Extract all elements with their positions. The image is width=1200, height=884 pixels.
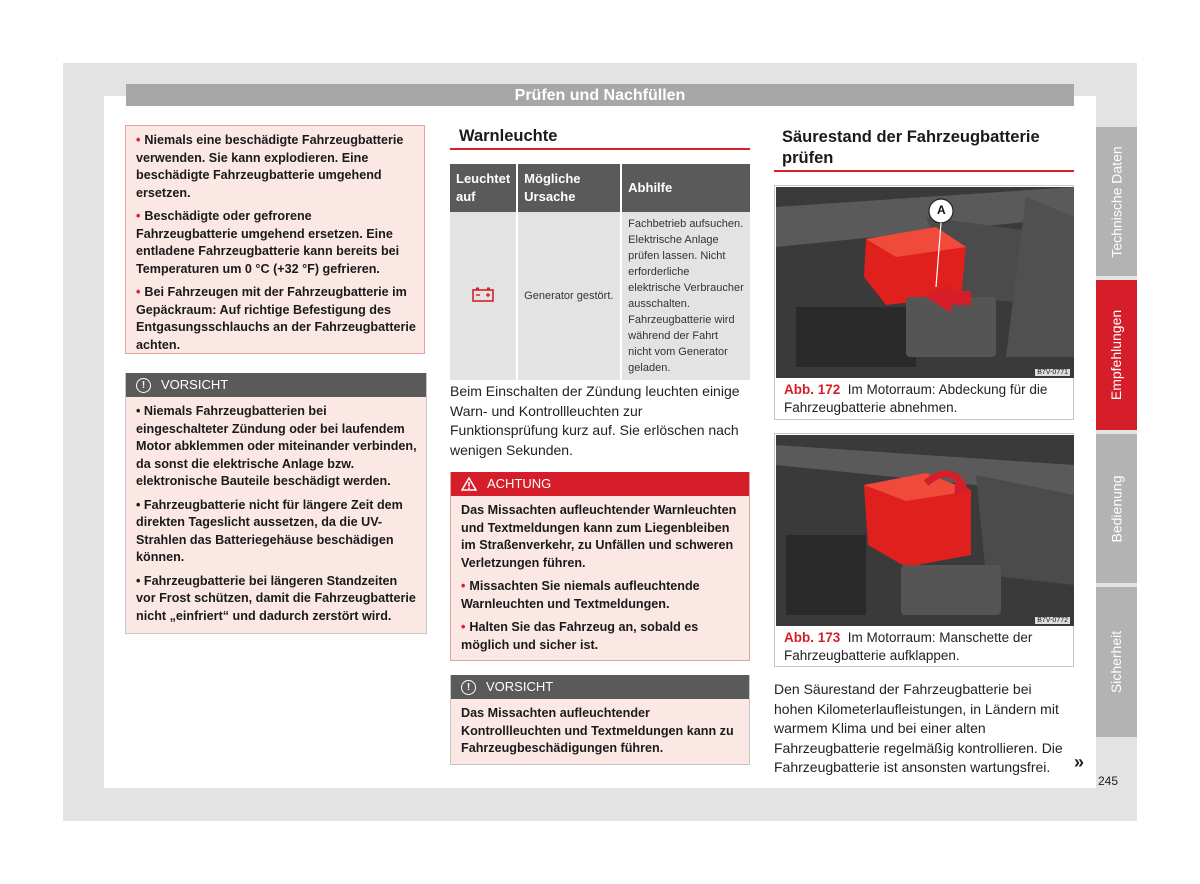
page-number: 245 xyxy=(1098,774,1119,788)
warnleuchte-paragraph: Beim Einschalten der Zündung leuchten einige Warn- und Kontrollleuchten zur Funktionsprüfung kurz auf. Sie erlöschen nach wenigen Sekunden. xyxy=(450,383,740,458)
vorsicht-title: VORSICHT xyxy=(161,377,229,392)
warning-triangle-icon xyxy=(461,477,477,491)
achtung-item: • Missachten Sie niemals aufleuchtende Warnleuchten und Textmeldungen. xyxy=(461,579,700,611)
engine-bay-photo-1 xyxy=(776,187,1074,378)
vorsicht-item: • Fahrzeugbatterie bei längeren Standzeiten vor Frost schützen, damit die Fahrzeugbatterie nicht „einfriert“ und dadurch zerstört wird. xyxy=(136,573,416,623)
warning-list-box xyxy=(125,125,425,354)
figure-callout: A xyxy=(937,203,946,217)
vorsicht-box-middle xyxy=(450,675,750,765)
caution-circle-icon: ! xyxy=(136,378,151,393)
side-tab-technische-daten[interactable] xyxy=(1096,127,1137,276)
continue-mark: » xyxy=(1074,752,1085,772)
vorsicht-text: Das Missachten aufleuchtender Kontrollleuchten und Textmeldungen kann zu Fahrzeugbeschädigungen führen. xyxy=(461,706,734,755)
figure-caption xyxy=(784,629,1069,665)
section-title-bar xyxy=(126,84,1074,106)
side-tab-label: Sicherheit xyxy=(1108,630,1125,694)
side-tab-empfehlungen[interactable] xyxy=(1096,280,1137,430)
side-tab-bedienung[interactable] xyxy=(1096,434,1137,583)
table-cell-remedy: Fachbetrieb aufsuchen. Elektrische Anlage prüfen lassen. Nicht erforderliche elektrische Verbraucher ausschalten. Fahrzeugbatterie wird während der Fahrt nicht vom Generator geladen. xyxy=(621,212,750,380)
achtung-title: ACHTUNG xyxy=(487,476,552,491)
col-header: Abhilfe xyxy=(621,164,750,212)
side-tab-label: Technische Daten xyxy=(1108,145,1125,258)
achtung-header xyxy=(451,472,749,496)
figure-number: Abb. 172 xyxy=(784,382,841,397)
heading-underline xyxy=(450,148,750,150)
battery-warning-icon xyxy=(471,286,495,302)
vorsicht-box-left xyxy=(125,373,427,634)
warning-item: • Bei Fahrzeugen mit der Fahrzeugbatterie im Gepäckraum: Auf richtige Befestigung des Entgasungsschlauchs an der Fahrzeugbatterie achten. xyxy=(136,285,416,352)
figure-172 xyxy=(774,185,1074,420)
side-tab-sicherheit[interactable] xyxy=(1096,587,1137,737)
figure-caption-text: Im Motorraum: Abdeckung für die Fahrzeugbatterie abnehmen. xyxy=(784,382,1048,415)
warning-light-table xyxy=(450,164,750,380)
figure-caption-text: Im Motorraum: Manschette der Fahrzeugbatterie aufklappen. xyxy=(784,630,1033,663)
figure-code: B7V-0771 xyxy=(1037,369,1068,376)
warning-item: • Beschädigte oder gefrorene Fahrzeugbatterie umgehend ersetzen. Eine entladene Fahrzeugbatterie kann bereits bei Temperaturen um 0 °C (+32 °F) gefrieren. xyxy=(136,209,400,276)
figure-number: Abb. 173 xyxy=(784,630,841,645)
col-header: Mögliche Ursache xyxy=(517,164,621,212)
achtung-body xyxy=(451,496,749,660)
achtung-box xyxy=(450,472,750,661)
vorsicht-item: • Fahrzeugbatterie nicht für längere Zeit dem direkten Tageslicht aussetzen, da die UV-Strahlen das Batteriegehäuse beschädigen können. xyxy=(136,497,403,564)
warning-item: • Niemals eine beschädigte Fahrzeugbatterie verwenden. Sie kann explodieren. Eine beschädigte Fahrzeugbatterie umgehend ersetzen. xyxy=(136,133,404,200)
figure-caption xyxy=(784,381,1069,417)
heading-underline xyxy=(774,170,1074,172)
caution-circle-icon: ! xyxy=(461,680,476,695)
achtung-intro: Das Missachten aufleuchtender Warnleuchten und Textmeldungen kann zum Liegenbleiben im Straßenverkehr, zu Unfällen und schweren Verletzungen führen. xyxy=(461,503,737,570)
figure-173 xyxy=(774,433,1074,667)
achtung-item: • Halten Sie das Fahrzeug an, sobald es möglich und sicher ist. xyxy=(461,620,699,652)
vorsicht-body xyxy=(126,397,426,633)
saeurestand-paragraph: Den Säurestand der Fahrzeugbatterie bei hohen Kilometerlaufleistungen, in Ländern mit warmem Klima und bei einer alten Fahrzeugbatterie regelmäßig kontrollieren. Die Fahrzeugbatterie ist ansonsten wartungsfrei. xyxy=(774,681,1063,776)
vorsicht-body xyxy=(451,699,749,764)
vorsicht-item: • Niemals Fahrzeugbatterien bei eingeschalteter Zündung oder bei laufendem Motor abklemmen oder miteinander verbinden, da sonst die elektrische Anlage bzw. elektronische Bauteile beschädigt werden. xyxy=(136,404,417,488)
figure-code: B7V-0772 xyxy=(1037,617,1068,624)
side-tab-label: Empfehlungen xyxy=(1108,309,1125,401)
col-header: Leuchtet auf xyxy=(450,164,517,212)
side-tab-label: Bedienung xyxy=(1108,475,1125,542)
section-title: Prüfen und Nachfüllen xyxy=(514,87,686,104)
table-row xyxy=(450,212,750,380)
table-cell-icon xyxy=(450,212,517,380)
vorsicht-header xyxy=(126,373,426,397)
table-cell-cause: Generator gestört. xyxy=(517,212,621,380)
saeurestand-heading: Säurestand der Fahrzeugbatterie prüfen xyxy=(782,128,1040,167)
engine-bay-photo-2 xyxy=(776,435,1074,626)
warnleuchte-heading: Warnleuchte xyxy=(459,127,558,145)
vorsicht-title: VORSICHT xyxy=(486,679,554,694)
table-header-row xyxy=(450,164,750,212)
vorsicht-header xyxy=(451,675,749,699)
